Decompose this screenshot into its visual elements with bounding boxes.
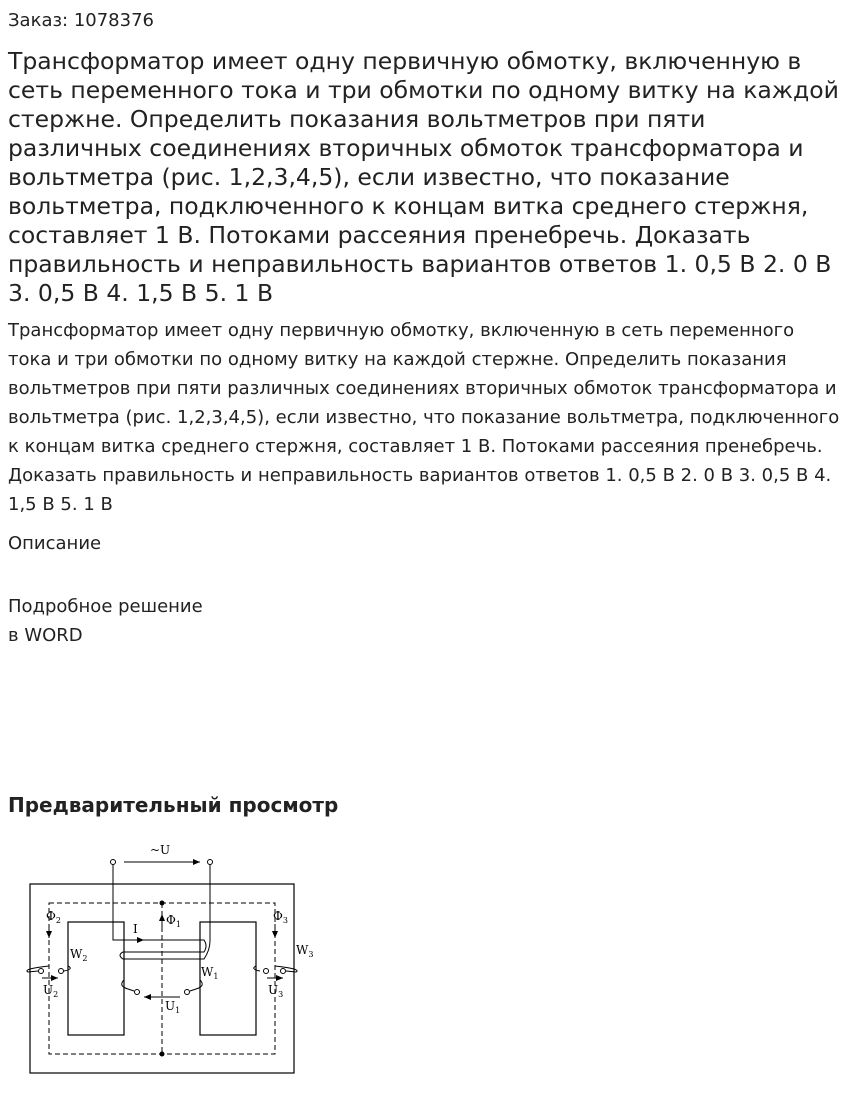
u3-terminal-left [264,969,269,974]
solution-line-1: Подробное решение [8,596,203,617]
current-label: I [133,922,138,936]
flux-node-bottom [160,1052,165,1057]
u2-label: $U_2$ [43,983,59,999]
w1-label: $W_1$ [201,965,219,981]
transformer-diagram [20,836,320,1081]
transformer-diagram-svg [20,836,320,1081]
task-description: Трансформатор имеет одну первичную обмотку, включенную в сеть переменного тока и три обмотки по одному витку на каждой стержне. Определить показания вольтметров при пяти различных соединениях вторичных обмоток трансформатора и вольтметра (рис. 1,2,3,4,5), если известно, что показание вольтметра, подключенного к концам витка среднего стержня, составляет 1 В. Потоками рассеяния пренебречь. Доказать правильность и неправильность вариантов ответов 1. 0,5 В 2. 0 В 3. 0,5 В 4. 1,5 В 5. 1 В [8,320,840,515]
supply-terminal-left [111,860,116,865]
phi3-label: $\Phi_3$ [273,909,288,925]
w2-label: $W_2$ [70,947,88,963]
description-label: Описание [8,533,102,554]
u1-terminal-left [135,990,140,995]
solution-info [8,592,203,650]
left-turn-inner [64,966,70,971]
u3-terminal-right [281,969,286,974]
page-title: Трансформатор имеет одну первичную обмотку, включенную в сеть переменного тока и три обмотки по одному витку на каждой стержне. Определить показания вольтметров при пяти различных соединениях вторичных обмоток трансформатора и вольтметра (рис. 1,2,3,4,5), если известно, что показание вольтметра, подключенного к концам витка среднего стержня, составляет 1 В. Потоками рассеяния пренебречь. Доказать правильность и неправильность вариантов ответов 1. 0,5 В 2. 0 В 3. 0,5 В 4. 1,5 В 5. 1 В [8,47,839,307]
solution-line-2: в WORD [8,625,83,646]
phi1-label: $\Phi_1$ [166,913,181,929]
u1-terminal-right [185,990,190,995]
preview-heading: Предварительный просмотр [8,793,339,817]
u2-terminal-right [59,969,64,974]
phi2-label: $\Phi_2$ [46,909,61,925]
supply-label: ~U [150,843,171,857]
order-number: Заказ: 1078376 [8,10,154,31]
supply-terminal-right [208,860,213,865]
u3-label: $U_3$ [268,983,284,999]
right-turn-inner [254,966,260,971]
core-window-left [68,922,124,1035]
flux-node-top [160,901,165,906]
w3-label: $W_3$ [296,943,314,959]
u1-label: $U_1$ [165,999,181,1015]
u2-terminal-left [39,969,44,974]
